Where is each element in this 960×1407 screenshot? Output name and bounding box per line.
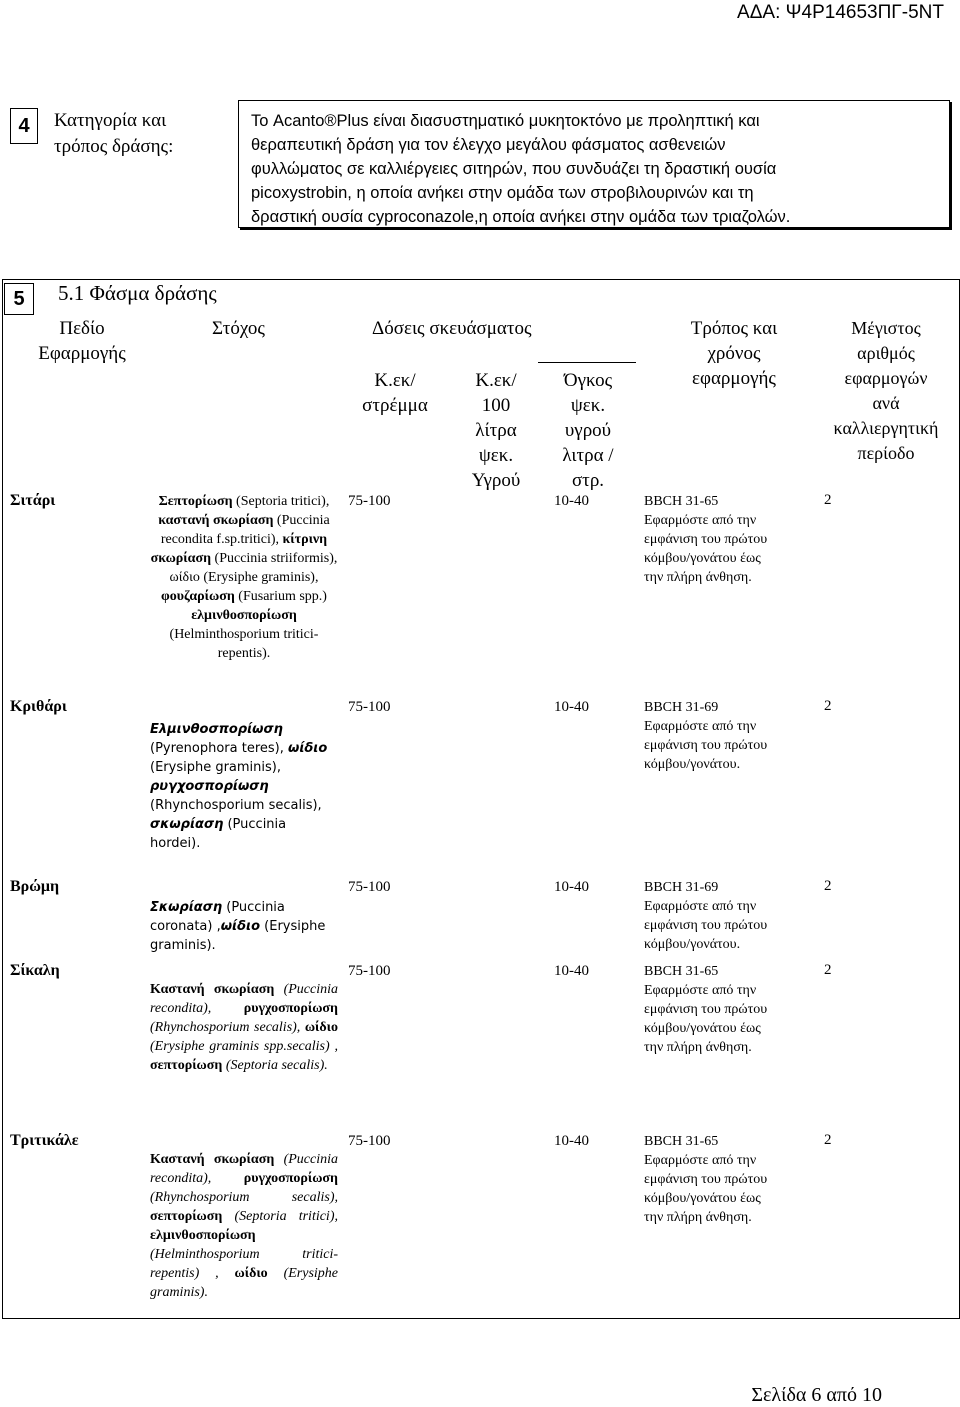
crop-triticale: Τριτικάλε: [10, 1132, 79, 1149]
method-oat: [644, 878, 767, 954]
section-4-label: [54, 108, 173, 160]
header-field: [20, 316, 144, 366]
page-number: Σελίδα 6 από 10: [751, 1384, 882, 1406]
method-rye: [644, 962, 767, 1057]
disease-name: ελμινθοσπορίωση: [191, 608, 297, 623]
pathogen-name: (Rhynchosporium secalis),: [150, 798, 322, 813]
dose-stremma-oat: 75-100: [348, 879, 391, 895]
header-line: χρόνος: [707, 343, 761, 364]
header-line: Κ.εκ/: [374, 370, 416, 391]
dose-100l-rye: 10-40: [554, 963, 589, 979]
section-4-label-line: τρόπος δράσης:: [54, 136, 174, 157]
header-doses: Δόσεις σκευάσματος: [372, 318, 532, 339]
dose-100l-triticale: 10-40: [554, 1133, 589, 1149]
pathogen-name: (Puccinia coronata) ,: [150, 900, 285, 934]
pathogen-name: (Puccinia hordei).: [150, 817, 287, 851]
max-barley: 2: [824, 698, 832, 714]
disease-name: ωίδιο: [234, 1266, 268, 1281]
pathogen-name: (Puccinia recondita),: [150, 982, 338, 1016]
disease-name: Σκωρίαση: [150, 900, 223, 915]
target-barley: [150, 720, 338, 853]
method-line: εμφάνιση του πρώτου: [644, 738, 768, 753]
dose-100l-oat: 10-40: [554, 879, 589, 895]
method-line: κόμβου/γονάτου έως: [644, 1021, 761, 1036]
disease-name: ρυγχοσπορίωση: [150, 779, 269, 794]
description-line: φυλλώματος σε καλλιέργειες σιτηρών, που συνδυάζει τη δραστική ουσία: [251, 160, 777, 178]
header-divider: [538, 362, 636, 363]
method-line: κόμβου/γονάτου έως: [644, 1191, 761, 1206]
header-line: ψεκ.: [478, 445, 514, 466]
pathogen-name: (Erysiphe graminis).: [150, 919, 326, 953]
header-line: Όγκος: [563, 370, 613, 391]
header-line: 100: [481, 395, 511, 416]
target-wheat: [150, 492, 338, 663]
method-line: BBCH 31-65: [644, 964, 719, 979]
method-line: BBCH 31-69: [644, 880, 719, 895]
pathogen-name: (Puccinia recondita),: [150, 1152, 338, 1186]
dose-stremma-triticale: 75-100: [348, 1133, 391, 1149]
max-oat: 2: [824, 878, 832, 894]
header-line: Εφαρμογής: [38, 343, 126, 364]
header-line: Κ.εκ/: [475, 370, 517, 391]
pathogen-name: (Rhynchosporium secalis),: [150, 1190, 338, 1205]
method-line: Εφαρμόστε από την: [644, 983, 757, 998]
method-line: την πλήρη άνθηση.: [644, 1210, 752, 1225]
pathogen-name: (Erysiphe graminis spp.secalis) ,: [150, 1039, 338, 1054]
target-rye: [150, 980, 338, 1075]
method-wheat: [644, 492, 767, 587]
pathogen-name: (Erysiphe graminis).: [150, 1266, 338, 1300]
disease-name: καστανή σκωρίαση: [158, 513, 274, 528]
header-line: υγρού: [564, 420, 612, 441]
header-line: ψεκ.: [570, 395, 606, 416]
section-4-label-line: Κατηγορία και: [54, 110, 167, 131]
header-dose-100l: [456, 368, 536, 493]
disease-name: ωίδιο: [304, 1020, 338, 1035]
method-line: εμφάνιση του πρώτου: [644, 532, 768, 547]
disease-name: σκωρίαση: [150, 817, 224, 832]
method-line: εμφάνιση του πρώτου: [644, 1002, 768, 1017]
method-line: κόμβου/γονάτου έως: [644, 551, 761, 566]
header-line: στρέμμα: [362, 395, 428, 416]
pathogen-name: (Helminthosporium tritici-repentis) ,: [150, 1247, 338, 1281]
header-line: λιτρα /: [562, 445, 614, 466]
max-rye: 2: [824, 962, 832, 978]
disease-name: Σεπτορίωση: [158, 494, 233, 509]
disease-name: ρυγχοσπορίωση: [243, 1171, 338, 1186]
method-line: Εφαρμόστε από την: [644, 899, 757, 914]
method-triticale: [644, 1132, 767, 1227]
method-line: Εφαρμόστε από την: [644, 719, 757, 734]
crop-barley: Κριθάρι: [10, 698, 67, 715]
dose-100l-wheat: 10-40: [554, 493, 589, 509]
method-line: εμφάνιση του πρώτου: [644, 1172, 768, 1187]
pathogen-name: (Puccinia striiformis), ωίδιο (Erysiphe graminis),: [169, 551, 338, 585]
header-dose-stremma: [340, 368, 450, 418]
pathogen-name: (Helminthosporium tritici-repentis).: [169, 627, 319, 661]
header-line: Πεδίο: [59, 318, 105, 339]
max-wheat: 2: [824, 492, 832, 508]
disease-name: ωίδιο: [288, 741, 328, 756]
disease-name: σεπτορίωση: [150, 1058, 223, 1073]
method-line: εμφάνιση του πρώτου: [644, 918, 768, 933]
description-line: picoxystrobin, η οποία ανήκει στην ομάδα των στροβιλουρινών και τη: [251, 184, 754, 202]
crop-rye: Σίκαλη: [10, 962, 60, 979]
target-oat: [150, 898, 338, 955]
method-line: BBCH 31-65: [644, 1134, 719, 1149]
pathogen-name: (Septoria secalis).: [222, 1058, 328, 1073]
description-line: Το Acanto®Plus είναι διασυστηματικό μυκητοκτόνο με προληπτική και: [251, 112, 760, 130]
header-line: εφαρμογών: [844, 368, 928, 388]
crop-wheat: Σιτάρι: [10, 492, 56, 509]
header-line: περίοδο: [857, 443, 915, 463]
header-line: Μέγιστος: [851, 318, 921, 338]
header-line: καλλιεργητική: [833, 418, 939, 438]
header-line: στρ.: [571, 470, 605, 491]
method-line: κόμβου/γονάτου.: [644, 937, 741, 952]
header-max: [812, 316, 960, 466]
header-line: Υγρού: [471, 470, 521, 491]
header-target: Στόχος: [212, 318, 265, 339]
disease-name: ρυγχοσπορίωση: [243, 1001, 338, 1016]
disease-name: Ελμινθοσπορίωση: [150, 722, 283, 737]
method-line: Εφαρμόστε από την: [644, 513, 757, 528]
disease-name: ωίδιο: [220, 919, 261, 934]
header-line: αριθμός: [857, 343, 915, 363]
section-5-number: 5: [4, 283, 34, 315]
section-4-number: 4: [10, 108, 38, 144]
pathogen-name: (Puccinia recondita f.sp.tritici),: [160, 513, 330, 547]
disease-name: ελμινθοσπορίωση: [150, 1228, 256, 1243]
header-line: εφαρμογής: [692, 368, 776, 389]
dose-stremma-rye: 75-100: [348, 963, 391, 979]
crop-oat: Βρώμη: [10, 878, 60, 895]
disease-name: κίτρινη σκωρίαση: [150, 532, 328, 566]
pathogen-name: (Septoria tritici),: [222, 1209, 338, 1224]
pathogen-name: (Pyrenophora teres),: [150, 741, 289, 756]
description-line: δραστική ουσία cyproconazole,η οποία ανήκει στην ομάδα των τριαζολών.: [251, 208, 791, 226]
pathogen-name: (Rhynchosporium secalis),: [150, 1020, 305, 1035]
dose-stremma-barley: 75-100: [348, 699, 391, 715]
section-4-description: [238, 100, 950, 228]
target-triticale: [150, 1150, 338, 1302]
section-5-title: 5.1 Φάσμα δράσης: [58, 281, 217, 305]
method-line: BBCH 31-65: [644, 494, 719, 509]
pathogen-name: (Septoria tritici),: [232, 494, 330, 509]
disease-name: Καστανή σκωρίαση: [150, 1152, 275, 1167]
method-line: κόμβου/γονάτου.: [644, 757, 741, 772]
dose-100l-barley: 10-40: [554, 699, 589, 715]
method-line: την πλήρη άνθηση.: [644, 1040, 752, 1055]
method-barley: [644, 698, 767, 774]
method-line: την πλήρη άνθηση.: [644, 570, 752, 585]
header-line: λίτρα: [475, 420, 517, 441]
max-triticale: 2: [824, 1132, 832, 1148]
ada-code: ΑΔΑ: Ψ4Ρ14653ΠΓ-5ΝΤ: [737, 2, 944, 23]
description-line: θεραπευτική δράση για τον έλεγχο μεγάλου φάσματος ασθενειών: [251, 136, 726, 154]
header-method: [654, 316, 814, 391]
header-line: Τρόπος και: [690, 318, 778, 339]
header-line: ανά: [872, 393, 900, 413]
header-volume: [540, 368, 636, 493]
pathogen-name: (Erysiphe graminis),: [150, 760, 281, 775]
disease-name: φουζαρίωση: [161, 589, 235, 604]
method-line: BBCH 31-69: [644, 700, 719, 715]
disease-name: σεπτορίωση: [150, 1209, 223, 1224]
disease-name: Καστανή σκωρίαση: [150, 982, 275, 997]
dose-stremma-wheat: 75-100: [348, 493, 391, 509]
pathogen-name: (Fusarium spp.): [234, 589, 327, 604]
method-line: Εφαρμόστε από την: [644, 1153, 757, 1168]
